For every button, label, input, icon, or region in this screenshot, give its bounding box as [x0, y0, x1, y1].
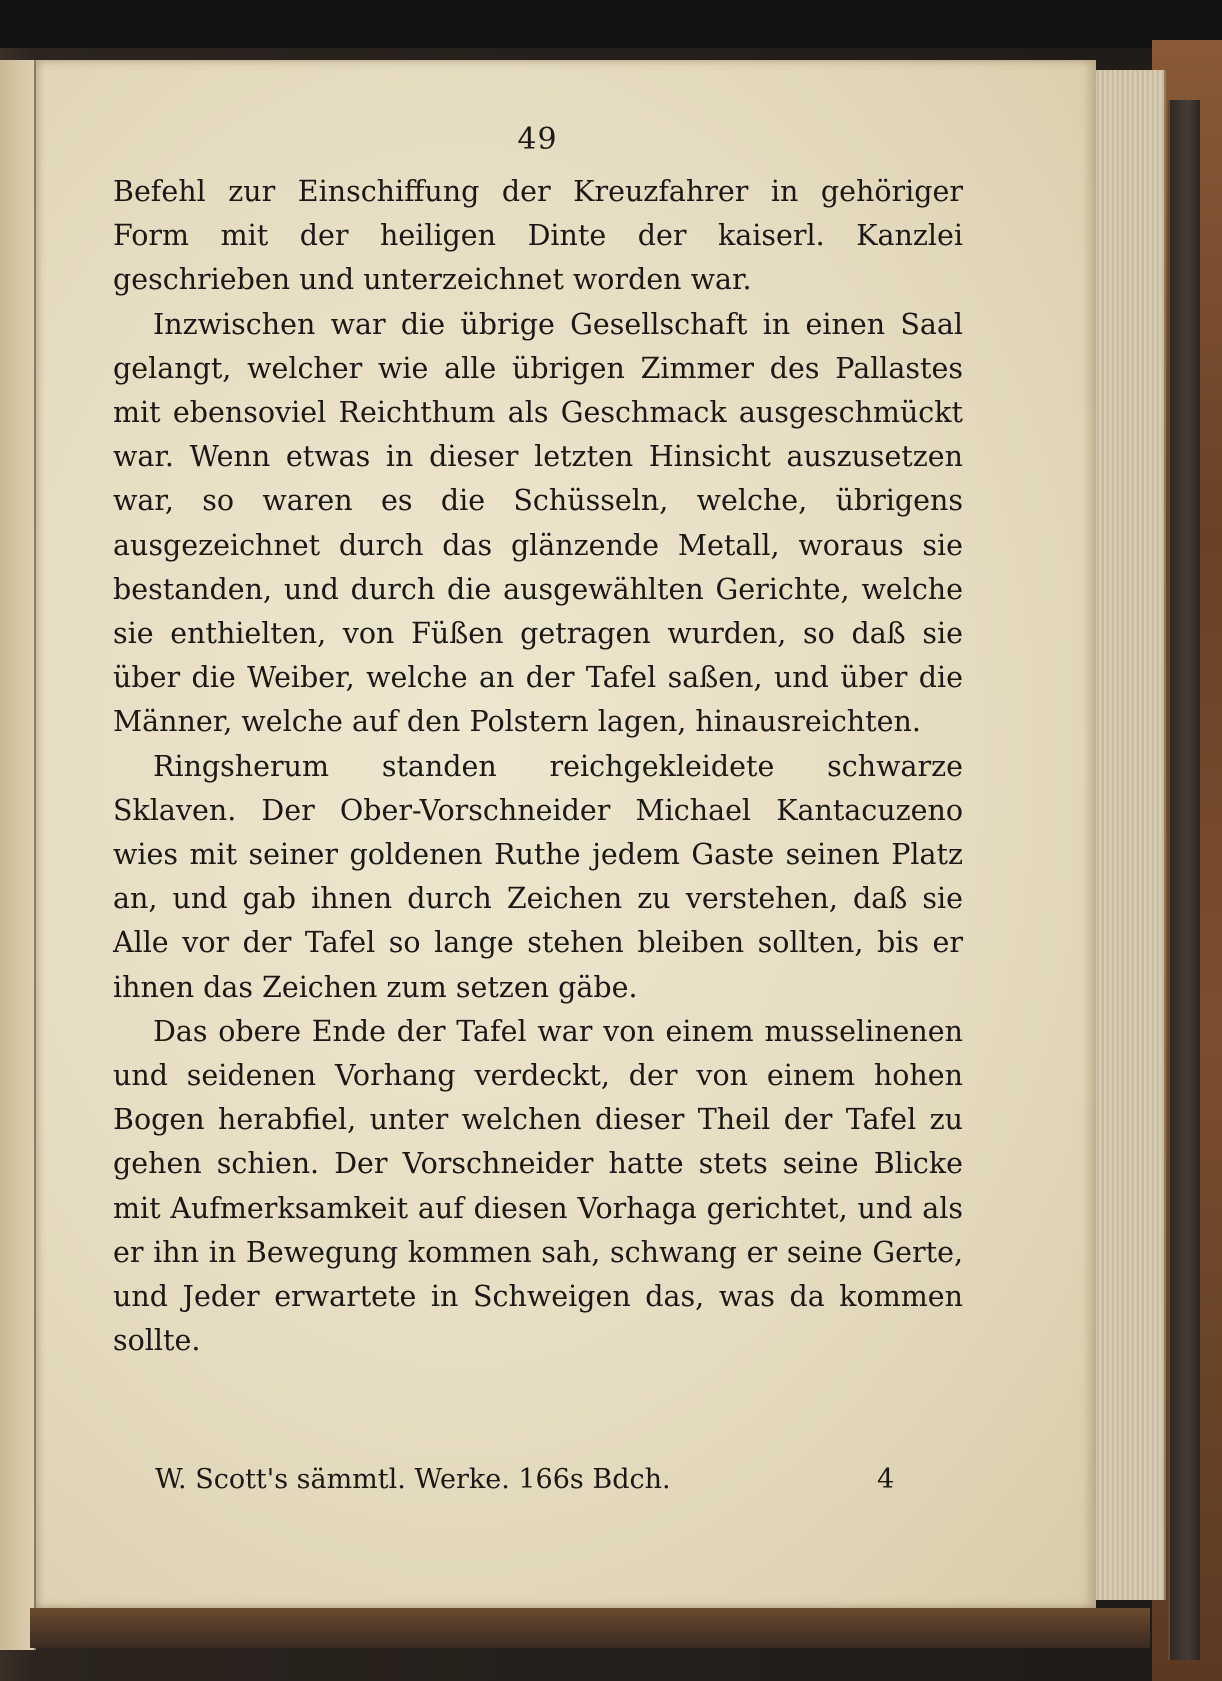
paragraph-3: Ringsherum standen reichgekleidete schwarze Sklaven. Der Ober-Vorschneider Michael Kantacuzeno wies mit seiner goldenen Ruthe jedem Gaste seinen Platz an, und gab ihnen durch Zeichen zu verstehen, daß sie Alle vor der Tafel so lange stehen bleiben sollten, bis er ihnen das Zeichen zum setzen gäbe.	[113, 749, 963, 1004]
page-number: 49	[517, 122, 558, 157]
page-body-text	[113, 170, 963, 1363]
book-bottom-edge	[30, 1608, 1150, 1648]
top-binding-strip	[0, 0, 1222, 48]
signature-mark: 4	[877, 1464, 895, 1495]
footer-imprint: W. Scott's sämmtl. Werke. 166s Bdch.	[155, 1464, 671, 1495]
paragraph-4: Das obere Ende der Tafel war von einem musselinenen und seidenen Vorhang verdeckt, der von einem hohen Bogen herabfiel, unter welchen dieser Theil der Tafel zu gehen schien. Der Vorschneider hatte stets seine Blicke mit Aufmerksamkeit auf diesen Vorhaga gerichtet, und als er ihn in Bewegung kommen sah, schwang er seine Gerte, und Jeder erwartete in Schweigen das, was da kommen sollte.	[113, 1014, 963, 1358]
cover-spine-panel	[1168, 100, 1200, 1660]
page-edges-stack	[1090, 70, 1166, 1600]
page-footer	[155, 1464, 915, 1495]
paragraph-2: Inzwischen war die übrige Gesellschaft in einen Saal gelangt, welcher wie alle übrigen Zimmer des Pallastes mit ebensoviel Reichthum als Geschmack ausgeschmückt war. Wenn etwas in dieser letzten Hinsicht auszusetzen war, so waren es die Schüsseln, welche, übrigens ausgezeichnet durch das glänzende Metall, woraus sie bestanden, und durch die ausgewählten Gerichte, welche sie enthielten, von Füßen getragen wurden, so daß sie über die Weiber, welche an der Tafel saßen, und über die Männer, welche auf den Polstern lagen, hinausreichten.	[113, 307, 963, 739]
previous-page-edge	[0, 60, 36, 1650]
paragraph-1: Befehl zur Einschiffung der Kreuzfahrer in gehöriger Form mit der heiligen Dinte der kaiserl. Kanzlei geschrieben und unterzeichnet worden war.	[113, 175, 963, 297]
